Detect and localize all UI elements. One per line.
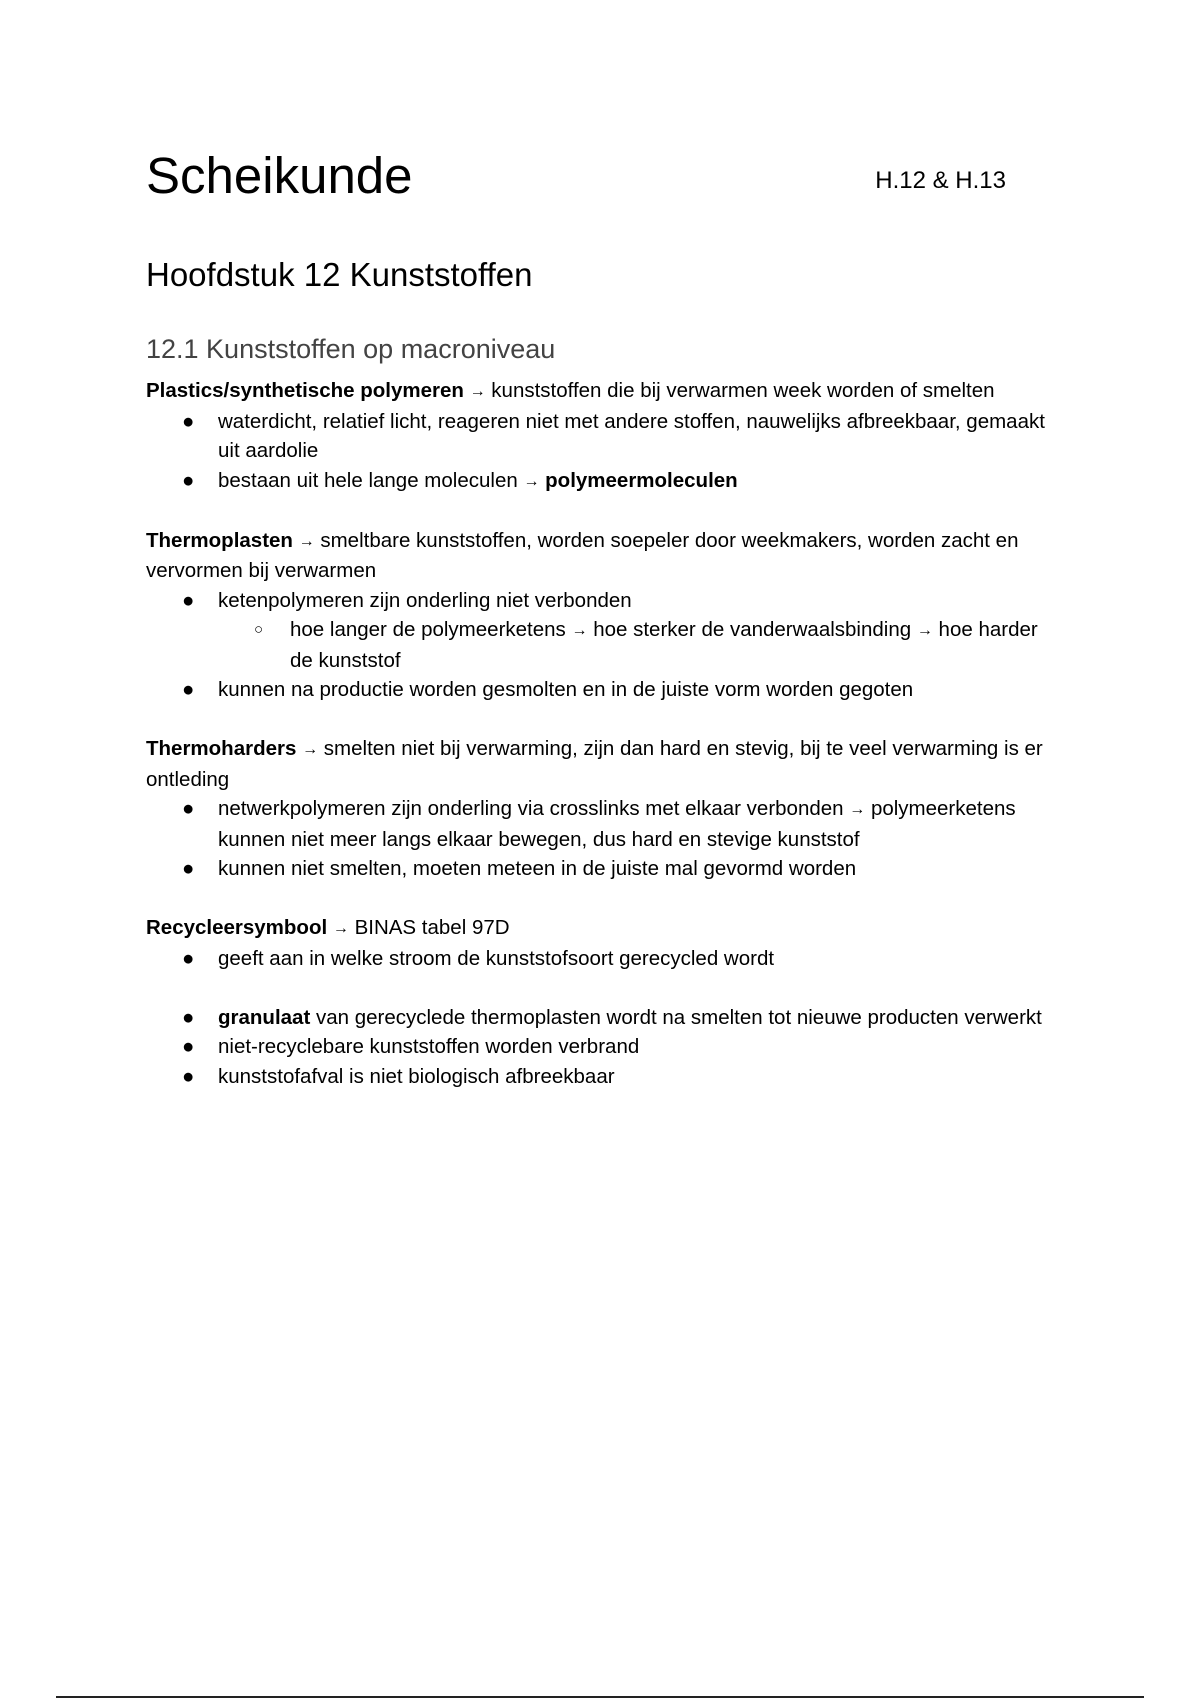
- bullet-icon: ●: [182, 857, 195, 880]
- spacer: [146, 973, 1046, 1003]
- list-item-bold: polymeermoleculen: [545, 468, 738, 492]
- list-item-text: kunnen na productie worden gesmolten en in de juiste vorm worden gegoten: [218, 678, 914, 701]
- thermoplasten-term: Thermoplasten: [146, 528, 293, 552]
- recycleer-list: [146, 944, 1046, 974]
- list-item-text: kunststofafval is niet biologisch afbreekbaar: [218, 1064, 615, 1088]
- list-item: [146, 794, 1046, 854]
- arrow-icon: →: [332, 920, 349, 937]
- thermoplasten-definition: [146, 526, 1046, 586]
- bullet-icon: ●: [182, 409, 195, 433]
- bullet-icon: ●: [182, 678, 195, 701]
- section-heading: 12.1 Kunststoffen op macroniveau: [146, 334, 556, 364]
- list-item-text: waterdicht, relatief licht, reageren niet met andere stoffen, nauwelijks afbreekbaar, gemaakt uit aardolie: [218, 409, 1045, 462]
- sub-item-text-c: hoe harder de kunststof: [290, 618, 1038, 672]
- list-item: [146, 466, 1046, 497]
- thermoharders-definition: [146, 734, 1046, 794]
- plastics-term: Plastics/synthetische polymeren: [146, 379, 464, 402]
- footer-divider: [56, 1696, 1144, 1698]
- thermoharders-list: [146, 794, 1046, 884]
- thermoplasten-list: [146, 586, 1046, 705]
- recycleer-definition: [146, 913, 1046, 944]
- sub-list-item: [218, 615, 1046, 675]
- arrow-icon: →: [298, 532, 315, 550]
- list-item-text: niet-recyclebare kunststoffen worden verbrand: [218, 1035, 640, 1058]
- list-item: [146, 586, 1046, 676]
- list-item-text: ketenpolymeren zijn onderling niet verbonden: [218, 588, 632, 612]
- arrow-icon: →: [571, 622, 588, 639]
- list-item: [146, 944, 1046, 974]
- bullet-icon: ●: [182, 797, 195, 820]
- spacer: [146, 496, 1046, 526]
- bullet-icon: ●: [182, 1064, 195, 1088]
- thermoplasten-sublist: [218, 615, 1046, 675]
- spacer: [146, 884, 1046, 914]
- list-item-text-a: netwerkpolymeren zijn onderling via crosslinks met elkaar verbonden: [218, 797, 850, 820]
- thermoharders-term: Thermoharders: [146, 737, 297, 760]
- arrow-icon: →: [916, 622, 933, 639]
- recycleer-list-2: [146, 1003, 1046, 1092]
- list-item-text: geeft aan in welke stroom de kunststofsoort gerecycled wordt: [218, 946, 775, 970]
- list-item-text: van gerecyclede thermoplasten wordt na smelten tot nieuwe producten verwerkt: [310, 1005, 1042, 1029]
- document-body: [146, 376, 1046, 1091]
- list-item: [146, 407, 1046, 466]
- spacer: [146, 705, 1046, 735]
- list-item-text: bestaan uit hele lange moleculen: [218, 468, 524, 492]
- thermoplasten-definition-text: smeltbare kunststoffen, worden soepeler door weekmakers, worden zacht en vervormen bij verwarmen: [146, 528, 1019, 582]
- sub-bullet-icon: ○: [254, 621, 264, 638]
- bullet-icon: ●: [182, 946, 195, 970]
- thermoharders-definition-text: smelten niet bij verwarming, zijn dan hard en stevig, bij te veel verwarming is er ontleding: [146, 737, 1043, 791]
- arrow-icon: →: [849, 801, 866, 818]
- recycleer-definition-text: BINAS tabel 97D: [348, 916, 510, 939]
- sub-item-text-a: hoe langer de polymeerketens: [290, 618, 572, 641]
- plastics-definition: [146, 376, 1046, 407]
- list-item-text-b: polymeerketens kunnen niet meer langs elkaar bewegen, dus hard en stevige kunststof: [218, 797, 1016, 851]
- arrow-icon: →: [302, 741, 319, 758]
- list-item-bold: granulaat: [218, 1005, 311, 1029]
- bullet-icon: ●: [182, 468, 195, 492]
- list-item: [146, 1032, 1046, 1062]
- sub-item-text-b: hoe sterker de vanderwaalsbinding: [587, 618, 917, 641]
- plastics-definition-text: kunststoffen die bij verwarmen week worden of smelten: [485, 379, 995, 402]
- chapter-heading: Hoofdstuk 12 Kunststoffen: [146, 256, 533, 293]
- recycleer-term: Recycleersymbool: [146, 916, 328, 939]
- bullet-icon: ●: [182, 1035, 195, 1058]
- list-item: [146, 1003, 1046, 1033]
- arrow-icon: →: [523, 472, 540, 490]
- chapter-tag: H.12 & H.13: [875, 167, 1006, 194]
- list-item-text: kunnen niet smelten, moeten meteen in de juiste mal gevormd worden: [218, 857, 857, 880]
- document-header: [146, 146, 1006, 206]
- list-item: [146, 854, 1046, 884]
- bullet-icon: ●: [182, 588, 195, 612]
- arrow-icon: →: [469, 383, 486, 400]
- list-item: [146, 1062, 1046, 1092]
- list-item: [146, 675, 1046, 705]
- plastics-list: [146, 407, 1046, 497]
- document-title: Scheikunde: [146, 147, 413, 204]
- bullet-icon: ●: [182, 1005, 195, 1029]
